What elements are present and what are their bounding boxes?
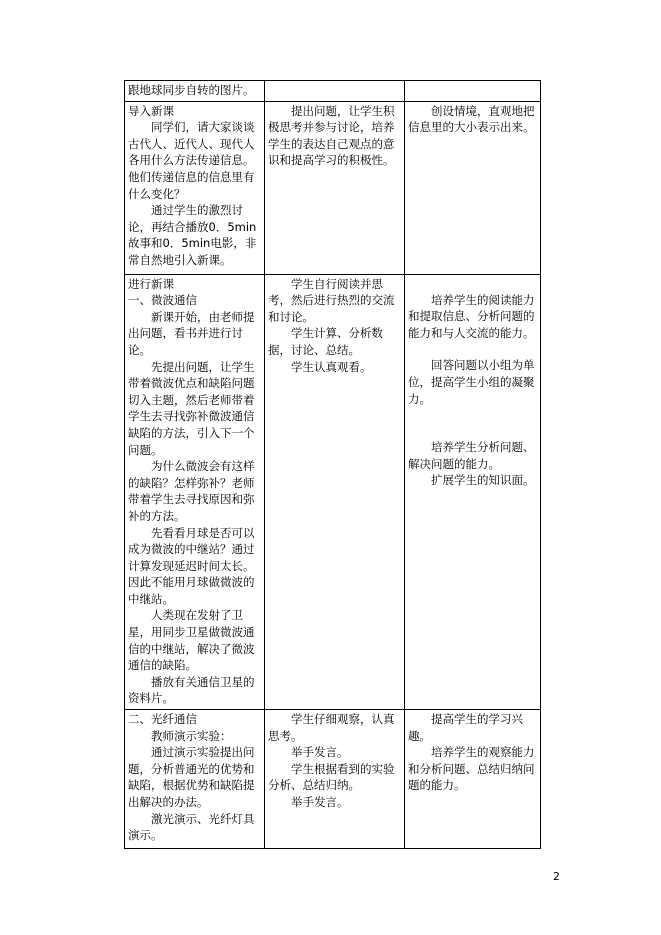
cell-paragraph: 通过演示实验提出问题，分析普通光的优势和缺陷，根据优势和缺陷提出解决的办法。	[128, 745, 255, 809]
cell-paragraph: 学生自行阅读并思考，然后进行热烈的交流和讨论。	[268, 276, 395, 324]
cell-paragraph: 学生计算、分析数据，讨论、总结。	[268, 326, 383, 357]
table-cell	[265, 710, 405, 849]
cell-paragraph: 一、微波通信	[128, 293, 197, 308]
cell-paragraph: 提高学生的学习兴趣。	[408, 712, 523, 743]
table-row	[125, 710, 541, 849]
cell-paragraph: 先提出问题，让学生带着微波优点和缺陷问题切入主题，然后老师带着学生去寻找弥补微波通信缺陷的方法，引入下一个问题。	[128, 359, 255, 457]
table-cell	[265, 101, 405, 274]
cell-paragraph: 培养学生的阅读能力和提取信息、分析问题的能力和与人交流的能力。	[408, 292, 535, 340]
cell-paragraph: 扩展学生的知识面。	[431, 473, 535, 488]
table-cell	[405, 710, 541, 849]
cell-paragraph: 先看看月球是否可以成为微波的中继站？通过计算发现延迟时间太长。因此不能用月球做微波的中继站。	[128, 525, 255, 606]
lesson-plan-table	[124, 80, 541, 849]
page-number: 2	[553, 870, 560, 883]
cell-paragraph: 教师演示实验：	[151, 728, 232, 743]
table-cell	[265, 274, 405, 709]
cell-paragraph: 为什么微波会有这样的缺陷？怎样弥补？老师带着学生去寻找原因和弥补的方法。	[128, 459, 255, 523]
cell-paragraph: 激光演示、光纤灯具演示。	[128, 811, 255, 843]
cell-paragraph: 导入新课	[128, 103, 174, 118]
table-cell	[405, 274, 541, 709]
cell-paragraph: 举手发言。	[291, 745, 349, 760]
cell-paragraph: 进行新课	[128, 276, 174, 291]
cell-paragraph: 新课开始，由老师提出问题，看书并进行讨论。	[128, 309, 255, 357]
table-cell	[125, 101, 265, 274]
cell-paragraph: 培养学生的观察能力和分析问题、总结归纳问题的能力。	[408, 745, 535, 793]
cell-paragraph: 学生根据看到的实验分析、总结归纳。	[268, 761, 395, 793]
cell-paragraph: 人类现在发射了卫星，用同步卫星做微波通信的中继站，解决了微波通信的缺陷。	[128, 608, 255, 673]
cell-paragraph: 举手发言。	[291, 795, 349, 809]
cell-paragraph: 培养学生分析问题、解决问题的能力。	[408, 440, 535, 471]
cell-paragraph: 学生认真观看。	[291, 359, 372, 374]
table-cell: 跟地球同步自转的图片。	[125, 81, 265, 102]
table-cell	[125, 710, 265, 849]
table-row	[125, 81, 541, 102]
table-cell	[405, 101, 541, 274]
table-row	[125, 274, 541, 709]
cell-paragraph: 二、光纤通信	[128, 712, 197, 727]
table-cell	[125, 274, 265, 709]
cell-paragraph: 学生仔细观察，认真思考。	[268, 712, 395, 743]
cell-paragraph: 同学们，请大家谈谈古代人、近代人、现代人各用什么方法传递信息。他们传递信息的信息里有什么变化？	[128, 120, 255, 201]
cell-paragraph: 播放有关通信卫星的资料片。	[128, 674, 255, 706]
table-cell	[265, 81, 405, 102]
cell-paragraph: 通过学生的激烈讨论，再结合播放0．5min故事和0．5min电影，非常自然地引入新课。	[128, 203, 257, 267]
table-row	[125, 101, 541, 274]
table-cell	[405, 81, 541, 102]
cell-paragraph: 创设情境，直观地把信息里的大小表示出来。	[408, 103, 535, 135]
cell-paragraph: 回答问题以小组为单位，提高学生小组的凝聚力。	[408, 358, 535, 406]
cell-paragraph: 提出问题，让学生积极思考并参与讨论，培养学生的表达自己观点的意识和提高学习的积极性。	[268, 103, 395, 168]
